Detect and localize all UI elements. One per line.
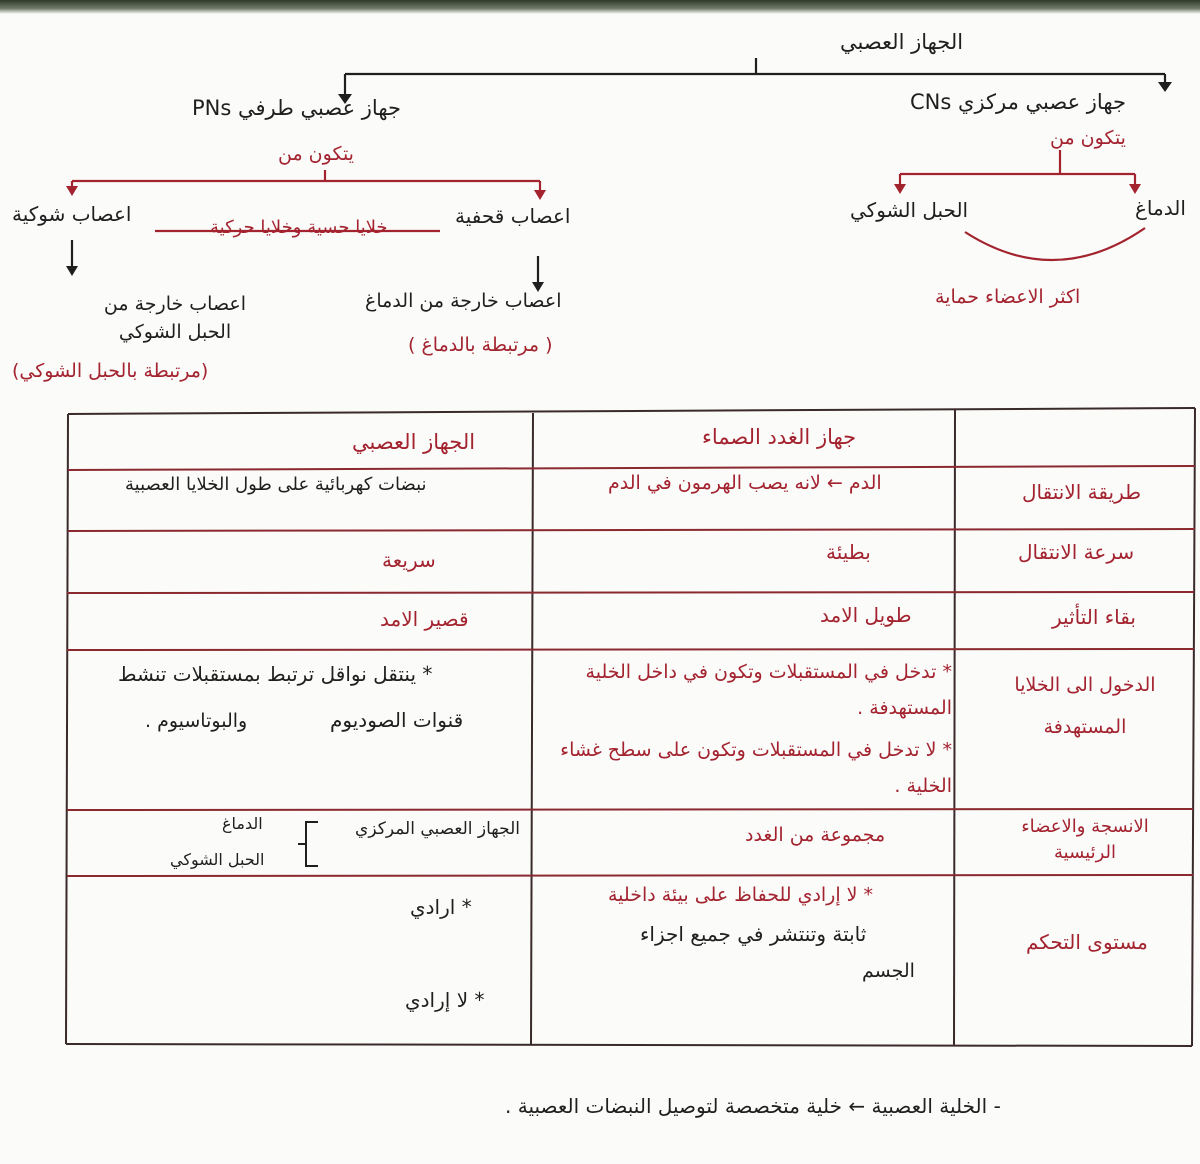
row-label-control-level: مستوى التحكم — [1026, 930, 1148, 954]
nervous-duration: قصير الامد — [380, 607, 469, 631]
nervous-tissues-central: الجهاز العصبي المركزي — [355, 819, 520, 839]
header-nervous: الجهاز العصبي — [352, 430, 476, 454]
row-label-effect-duration: بقاء التأثير — [1052, 605, 1136, 629]
spinal-desc: اعصاب خارجة من الحبل الشوكي — [103, 293, 247, 343]
peripheral-comprised: يتكون من — [278, 143, 354, 165]
shared-cells-note: خلايا حسية وخلايا حركية — [210, 217, 388, 238]
nervous-control-involuntary: * لا إرادي — [405, 988, 485, 1012]
nervous-transmission-method: نبضات كهربائية على طول الخلايا العصبية — [125, 474, 427, 495]
central-ns-title: جهاز عصبي مركزي CNs — [910, 90, 1126, 114]
spinal-nerves: اعصاب شوكية — [12, 202, 132, 226]
cranial-note: ( مرتبطة بالدماغ ) — [408, 334, 553, 356]
nervous-tissues-spinal-cord: الحبل الشوكي — [170, 850, 265, 869]
nervous-speed: سريعة — [382, 548, 436, 572]
central-note: اكثر الاعضاء حماية — [935, 286, 1081, 308]
endocrine-speed: بطيئة — [826, 540, 871, 564]
row-label-transmission-speed: سرعة الانتقال — [1018, 540, 1135, 564]
cranial-desc: اعصاب خارجة من الدماغ — [365, 290, 562, 312]
row-label-target-cells: الدخول الى الخلايا المستهدفة — [1014, 674, 1156, 738]
central-part-spinal-cord: الحبل الشوكي — [850, 198, 969, 222]
nervous-target-entry-3: والبوتاسيوم . — [145, 710, 248, 732]
endocrine-target-entry-2: * لا تدخل في المستقبلات وتكون على سطح غشاء الخلية . — [560, 739, 952, 797]
row-label-tissues-organs: الانسجة والاعضاء الرئيسية — [1021, 816, 1149, 863]
row-label-transmission-method: طريقة الانتقال — [1022, 480, 1142, 504]
endocrine-target-entry-1: * تدخل في المستقبلات وتكون في داخل الخلية المستهدفة . — [585, 661, 952, 719]
central-part-brain: الدماغ — [1135, 196, 1186, 220]
endocrine-control-2: ثابتة وتنتشر في جميع اجزاء — [640, 922, 867, 946]
nervous-target-entry-2: قنوات الصوديوم — [330, 708, 464, 732]
endocrine-transmission-method: الدم ← لانه يصب الهرمون في الدم — [608, 472, 882, 494]
cranial-nerves: اعصاب قحفية — [455, 204, 571, 228]
spinal-note: (مرتبطة بالحبل الشوكي) — [12, 360, 209, 382]
endocrine-control-3: الجسم — [862, 960, 915, 982]
endocrine-duration: طويل الامد — [820, 603, 912, 627]
neuron-definition: - الخلية العصبية ← خلية متخصصة لتوصيل النبضات العصبية . — [505, 1094, 1001, 1118]
peripheral-ns-title: جهاز عصبي طرفي PNs — [192, 96, 401, 120]
endocrine-tissues: مجموعة من الغدد — [745, 824, 886, 846]
nervous-tissues-brain: الدماغ — [222, 814, 263, 833]
diagram-root: الجهاز العصبي — [840, 30, 964, 54]
central-comprised: يتكون من — [1050, 127, 1126, 149]
endocrine-control-1: * لا إرادي للحفاظ على بيئة داخلية — [608, 884, 874, 906]
nervous-target-entry-1: * ينتقل نواقل ترتبط بمستقبلات تنشط — [118, 662, 433, 686]
nervous-control-voluntary: * ارادي — [410, 895, 472, 919]
header-endocrine: جهاز الغدد الصماء — [702, 425, 857, 449]
